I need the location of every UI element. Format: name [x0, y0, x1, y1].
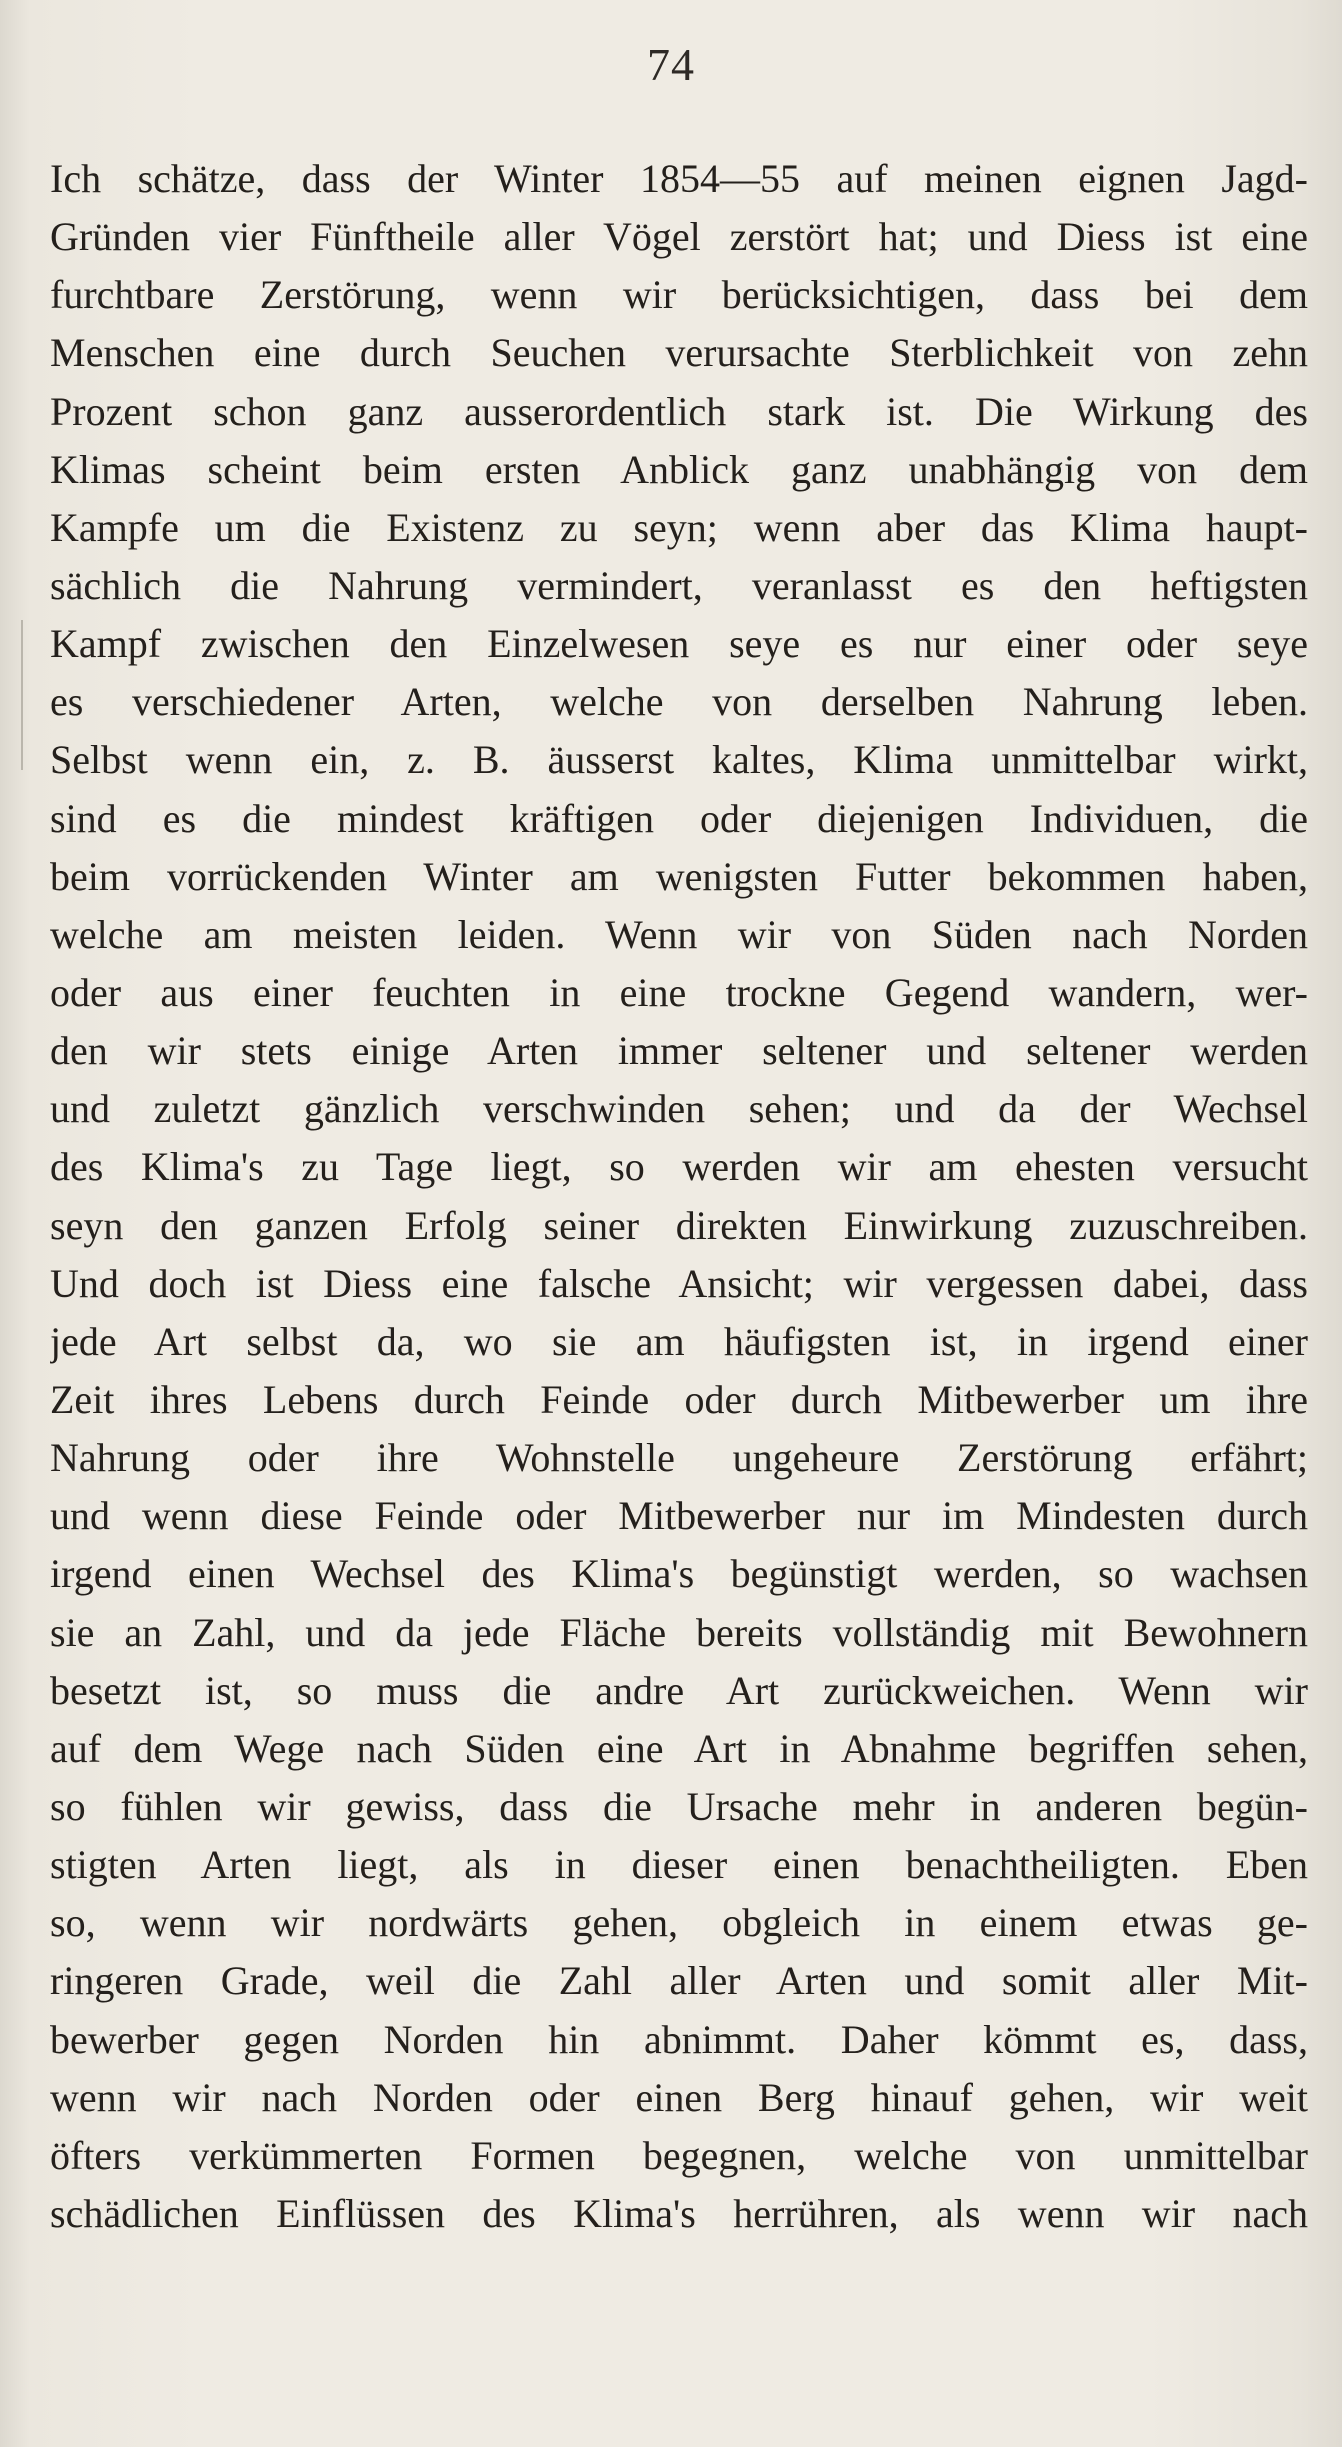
text-line: auf dem Wege nach Süden eine Art in Abnahme begriffen sehen, [50, 1725, 1308, 1771]
text-line: Prozent schon ganz ausserordentlich stark ist. Die Wirkung des [50, 388, 1308, 434]
text-line: so fühlen wir gewiss, dass die Ursache mehr in anderen begün- [50, 1783, 1308, 1829]
text-line: sind es die mindest kräftigen oder diejenigen Individuen, die [50, 795, 1308, 841]
text-line: öfters verkümmerten Formen begegnen, welche von unmittelbar [50, 2132, 1308, 2178]
text-line: Kampf zwischen den Einzelwesen seye es nur einer oder seye [50, 621, 1308, 667]
text-line: stigten Arten liegt, als in dieser einen benachtheiligten. Eben [50, 1842, 1308, 1888]
page-number: 74 [647, 39, 695, 90]
margin-pencil-mark [21, 620, 23, 770]
text-line: Ich schätze, dass der Winter 1854—55 auf meinen eignen Jagd- [50, 156, 1308, 201]
text-line: bewerber gegen Norden hin abnimmt. Daher kömmt es, dass, [50, 2016, 1308, 2062]
text-line: Nahrung oder ihre Wohnstelle ungeheure Zerstörung erfährt; [50, 1435, 1308, 1481]
text-line: sie an Zahl, und da jede Fläche bereits vollständig mit Bewohnern [50, 1609, 1308, 1655]
text-line: beim vorrückenden Winter am wenigsten Futter bekommen haben, [50, 853, 1308, 899]
text-line: welche am meisten leiden. Wenn wir von Süden nach Norden [50, 911, 1308, 957]
text-line: Gründen vier Fünftheile aller Vögel zerstört hat; und Diess ist eine [50, 214, 1308, 260]
text-line: schädlichen Einflüssen des Klima's herrühren, als wenn wir nach [50, 2190, 1308, 2236]
text-line: so, wenn wir nordwärts gehen, obgleich in einem etwas ge- [50, 1900, 1308, 1946]
text-line: irgend einen Wechsel des Klima's begünstigt werden, so wachsen [50, 1551, 1308, 1597]
text-line: des Klima's zu Tage liegt, so werden wir am ehesten versucht [50, 1144, 1308, 1190]
text-line: den wir stets einige Arten immer seltener und seltener werden [50, 1028, 1308, 1074]
text-line: Menschen eine durch Seuchen verursachte Sterblichkeit von zehn [50, 330, 1308, 376]
body-text [50, 150, 1308, 2243]
text-line: seyn den ganzen Erfolg seiner direkten Einwirkung zuzuschreiben. [50, 1202, 1308, 1248]
text-line: Zeit ihres Lebens durch Feinde oder durch Mitbewerber um ihre [50, 1376, 1308, 1422]
text-line: Und doch ist Diess eine falsche Ansicht; wir vergessen dabei, dass [50, 1260, 1308, 1306]
text-line: es verschiedener Arten, welche von derselben Nahrung leben. [50, 679, 1308, 725]
text-line: wenn wir nach Norden oder einen Berg hinauf gehen, wir weit [50, 2074, 1308, 2120]
text-line: und wenn diese Feinde oder Mitbewerber nur im Mindesten durch [50, 1493, 1308, 1539]
text-line: jede Art selbst da, wo sie am häufigsten ist, in irgend einer [50, 1318, 1308, 1364]
text-line: furchtbare Zerstörung, wenn wir berücksichtigen, dass bei dem [50, 272, 1308, 318]
text-line: oder aus einer feuchten in eine trockne Gegend wandern, wer- [50, 969, 1308, 1015]
text-line: Selbst wenn ein, z. B. äusserst kaltes, Klima unmittelbar wirkt, [50, 737, 1308, 783]
text-line: ringeren Grade, weil die Zahl aller Arten und somit aller Mit- [50, 1958, 1308, 2004]
text-line: Klimas scheint beim ersten Anblick ganz unabhängig von dem [50, 446, 1308, 492]
text-line: und zuletzt gänzlich verschwinden sehen; und da der Wechsel [50, 1086, 1308, 1132]
text-line: sächlich die Nahrung vermindert, veranlasst es den heftigsten [50, 562, 1308, 608]
text-line: Kampfe um die Existenz zu seyn; wenn aber das Klima haupt- [50, 504, 1308, 550]
text-line: besetzt ist, so muss die andre Art zurückweichen. Wenn wir [50, 1667, 1308, 1713]
